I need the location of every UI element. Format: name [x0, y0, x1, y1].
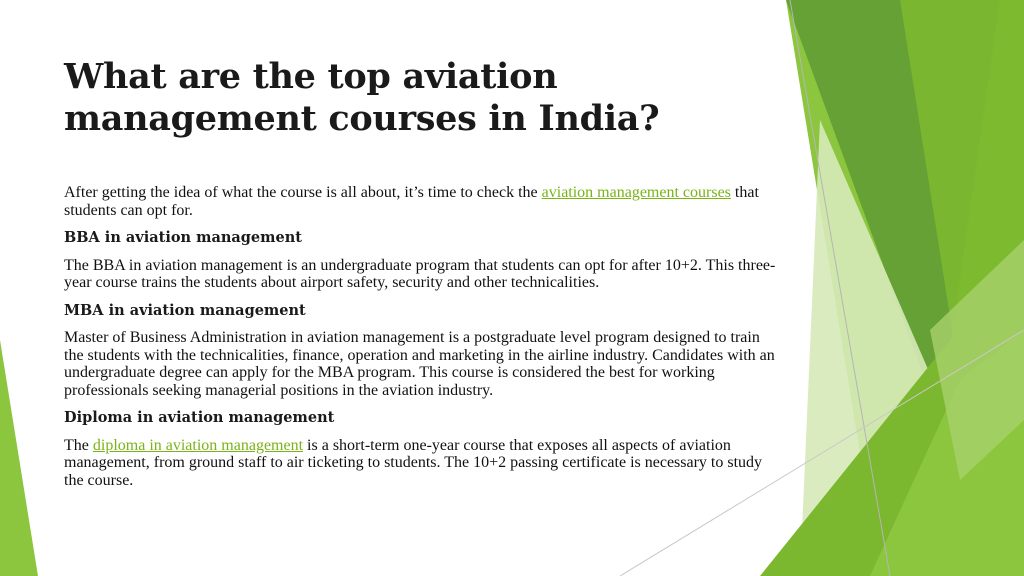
diploma-in-aviation-management-link[interactable]: diploma in aviation management [92, 436, 304, 454]
intro-paragraph [64, 184, 776, 219]
section-text-bba: The BBA in aviation management is an undergraduate program that students can opt for after 10+2. This three-year course trains the students about airport safety, security and other technicalities. [64, 256, 776, 291]
section-heading-diploma: Diploma in aviation management [64, 409, 335, 426]
diploma-text-after: is a short-term one-year course that exposes all aspects of aviation management, from ground staff to air ticketing to students. The 10+2 passing certificate is necessary to study the course. [64, 436, 763, 489]
slide-title: What are the top aviation management courses in India? [64, 56, 660, 139]
slide-body [64, 184, 776, 499]
aviation-management-courses-link[interactable]: aviation management courses [541, 184, 731, 201]
intro-text-before: After getting the idea of what the course is all about, it’s time to check the [64, 184, 542, 201]
section-heading-bba: BBA in aviation management [64, 229, 302, 246]
intro-text-after: that students can opt for. [64, 184, 759, 219]
diploma-text-before: The [64, 436, 93, 454]
section-text-mba: Master of Business Administration in aviation management is a postgraduate level program designed to train the students with the technicalities, finance, operation and marketing in the airline industry. Candidates with an undergraduate degree can apply for the MBA program. This course is considered the best for working professionals seeking managerial positions in the aviation industry. [64, 329, 775, 399]
section-heading-mba: MBA in aviation management [64, 301, 306, 319]
section-text-diploma [64, 437, 776, 490]
green-corner-left [0, 340, 38, 576]
